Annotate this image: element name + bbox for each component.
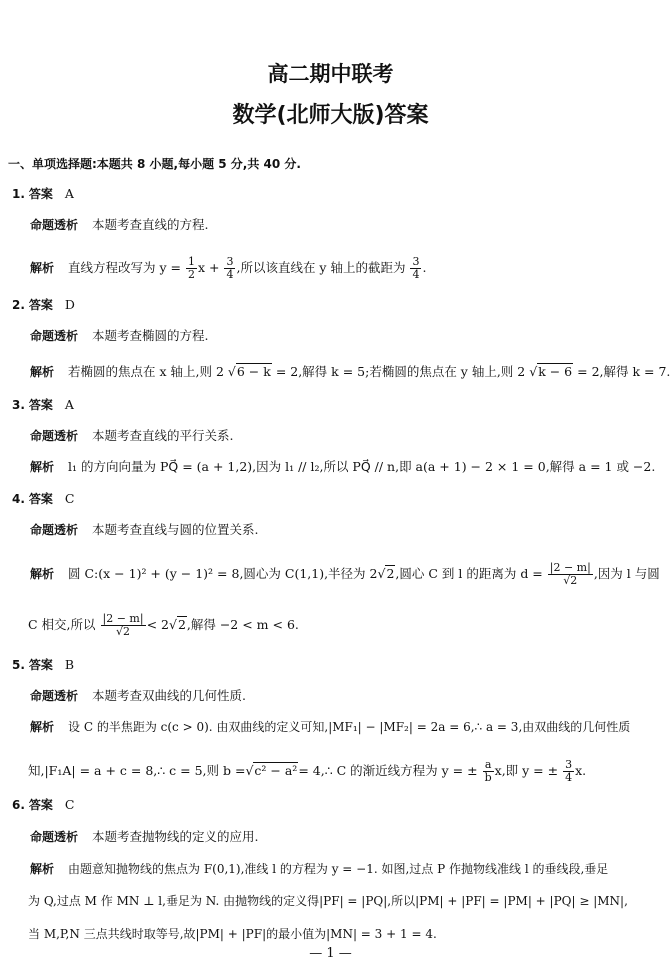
q2-answer-value: D <box>64 297 75 312</box>
q5-analysis-line2: 知,|F₁A| = a + c = 8,∴ c = 5,则 b =√c² − a²= 4,∴ C 的渐近线方程为 y = ± $\frac{a}{b}$ x,即 y = ± $\frac{3}{4}$ x. <box>28 758 587 784</box>
fraction: $\frac{1}{2}$ <box>187 255 195 281</box>
q4-insight: 命题透析 本题考查直线与圆的位置关系. <box>30 522 259 537</box>
fraction: $\frac{3}{4}$ <box>226 255 234 281</box>
q4-analysis-line1: 解析 圆 C:(x − 1)² + (y − 1)² = 8,圆心为 C(1,1),半径为 2√2,圆心 C 到 l 的距离为 d = $\frac{|2 - m|}{√2}$ ,因为 l 与圆 <box>30 561 660 587</box>
q6-answer-value: C <box>64 797 75 812</box>
fraction: $\frac{3}{4}$ <box>412 255 420 281</box>
q5-analysis-line1: 解析 设 C 的半焦距为 c(c > 0). 由双曲线的定义可知,|MF₁| − |MF₂| = 2a = 6,∴ a = 3,由双曲线的几何性质 <box>30 720 631 734</box>
q2-insight: 命题透析 本题考查椭圆的方程. <box>30 328 209 343</box>
q3-insight: 命题透析 本题考查直线的平行关系. <box>30 428 234 443</box>
q4-analysis-line2: C 相交,所以 $\frac{|2 - m|}{√2}$ < 2√2,解得 −2 < m < 6. <box>28 612 299 638</box>
q1-analysis: 解析 直线方程改写为 y = $\frac{1}{2}$ x + $\frac{3}{4}$ ,所以该直线在 y 轴上的截距为 $\frac{3}{4}$ . <box>30 255 427 281</box>
q1-answer-value: A <box>64 186 74 201</box>
q1-answer-line: 1. 答案 A <box>12 186 74 201</box>
fraction: $\frac{3}{4}$ <box>565 758 573 784</box>
q3-analysis: 解析 l₁ 的方向向量为 PQ⃗ = (a + 1,2),因为 l₁ // l₂,所以 PQ⃗ // n,即 a(a + 1) − 2 × 1 = 0,解得 a = 1 或 −2. <box>30 459 656 474</box>
q4-answer-value: C <box>64 491 75 506</box>
page-number: — 1 — <box>309 946 352 961</box>
fraction: $\frac{|2 - m|}{√2}$ <box>102 612 144 638</box>
q5-insight: 命题透析 本题考查双曲线的几何性质. <box>30 688 246 703</box>
q6-analysis-line3: 当 M,P,N 三点共线时取等号,故|PM| + |PF|的最小值为|MN| = 3 + 1 = 4. <box>28 927 437 941</box>
q2-analysis: 解析 若椭圆的焦点在 x 轴上,则 2 √6 − k = 2,解得 k = 5;若椭圆的焦点在 y 轴上,则 2 √k − 6 = 2,解得 k = 7. <box>30 364 670 379</box>
q1-insight: 命题透析 本题考查直线的方程. <box>30 217 209 232</box>
q3-answer-value: A <box>64 397 74 412</box>
page-title: 高二期中联考 <box>267 62 394 86</box>
q6-answer-line: 6. 答案 C <box>12 797 75 812</box>
q6-analysis-line1: 解析 由题意知抛物线的焦点为 F(0,1),准线 l 的方程为 y = −1. 如图,过点 P 作抛物线准线 l 的垂线段,垂足 <box>30 862 609 876</box>
q4-answer-line: 4. 答案 C <box>12 491 75 506</box>
q6-analysis-line2: 为 Q,过点 M 作 MN ⊥ l,垂足为 N. 由抛物线的定义得|PF| = |PQ|,所以|PM| + |PF| = |PM| + |PQ| ≥ |MN|, <box>28 894 628 908</box>
q2-answer-line: 2. 答案 D <box>12 297 75 312</box>
q5-answer-value: B <box>64 657 75 672</box>
q5-answer-line: 5. 答案 B <box>12 657 75 672</box>
section-heading: 一、单项选择题:本题共 8 小题,每小题 5 分,共 40 分. <box>8 157 301 171</box>
page-subtitle: 数学(北师大版)答案 <box>232 103 429 128</box>
q6-insight: 命题透析 本题考查抛物线的定义的应用. <box>30 829 259 844</box>
fraction: $\frac{|2 - m|}{√2}$ <box>549 561 591 587</box>
fraction: $\frac{a}{b}$ <box>484 758 492 784</box>
q3-answer-line: 3. 答案 A <box>12 397 74 412</box>
